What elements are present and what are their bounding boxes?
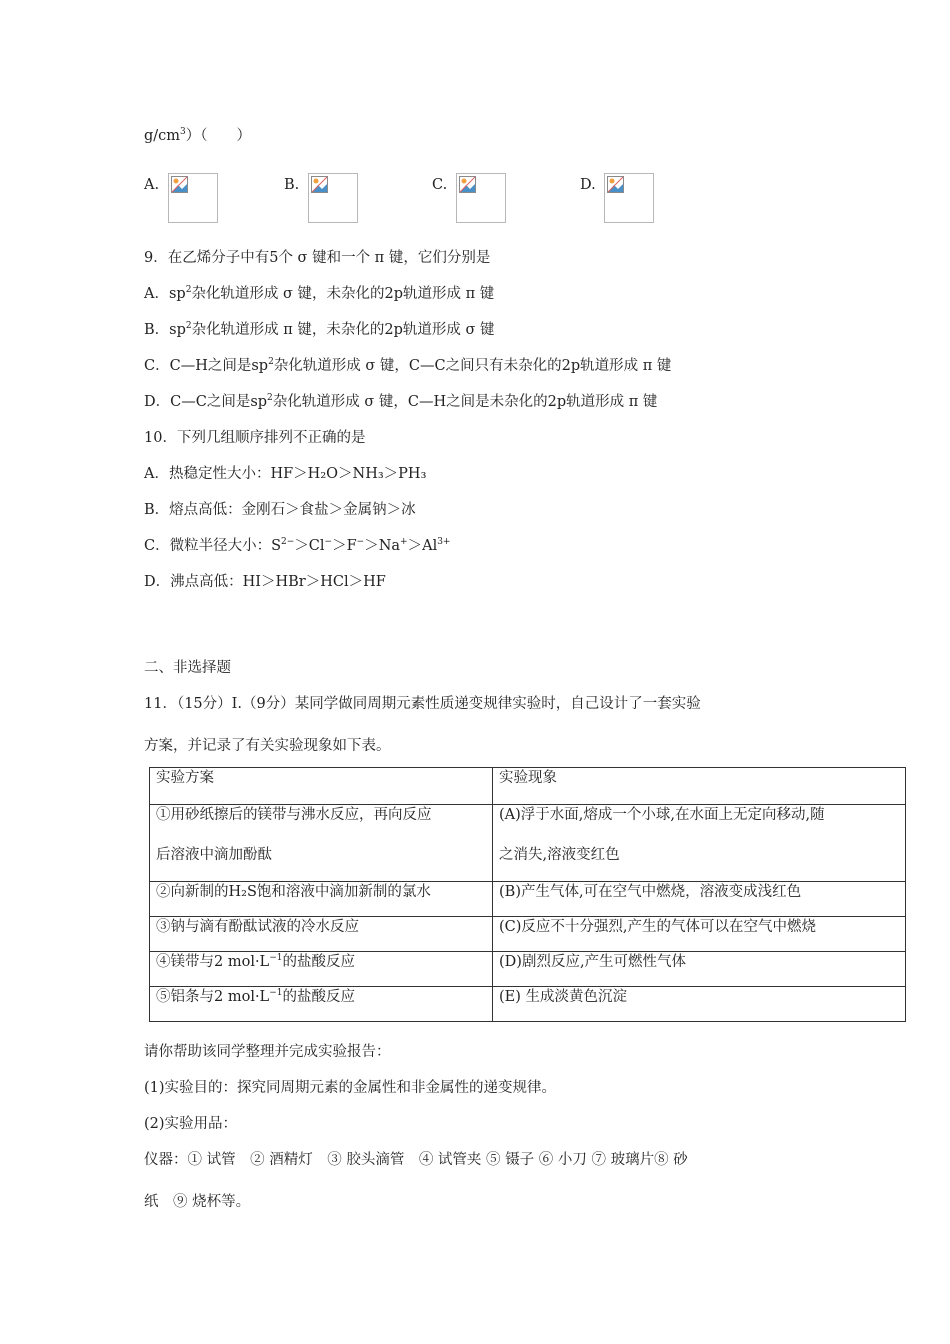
q10-option-c[interactable]: C．微粒半径大小：$S^{2-}>Cl^->F^->Na^+>Al^{3+}$	[144, 537, 451, 554]
q11-stem-line1: 11．（15分）I.（9分）某同学做同周期元素性质递变规律实验时，自己设计了一套实验	[144, 696, 701, 712]
broken-image-icon	[171, 176, 188, 193]
table-row	[150, 952, 906, 987]
q10-option-b[interactable]: B．熔点高低：金刚石＞食盐＞金属钠＞冰	[144, 502, 416, 518]
table-cell: ④镁带与2 $mol\cdot L^{-1}$的盐酸反应	[150, 952, 493, 987]
table-header-cell: 实验现象	[493, 768, 906, 805]
table-cell: ②向新制的H₂S饱和溶液中滴加新制的氯水	[150, 882, 493, 917]
table-cell: (B)产生气体,可在空气中燃烧，溶液变成浅红色	[493, 882, 906, 917]
table-cell: (D)剧烈反应,产生可燃性气体	[493, 952, 906, 987]
q9-stem: 9．在乙烯分子中有5个 σ 键和一个 π 键，它们分别是	[144, 250, 491, 266]
option-b-image	[308, 173, 358, 223]
broken-image-icon	[459, 176, 476, 193]
q8-unit-line: $g/cm^3$）（ ）	[144, 127, 252, 144]
q11-instruments-line2: 纸 ⑨ 烧杯等。	[144, 1194, 251, 1210]
q10-option-a[interactable]: A．热稳定性大小：HF＞H₂O＞NH₃＞PH₃	[144, 466, 427, 482]
q9-option-d[interactable]: D．C—C之间是$sp^2$杂化轨道形成 σ 键，C—H之间是未杂化的2p轨道形成 π 键	[144, 393, 658, 410]
table-header-cell: 实验方案	[150, 768, 493, 805]
q10-option-d[interactable]: D．沸点高低：HI＞HBr＞HCl＞HF	[144, 574, 386, 590]
experiment-table	[149, 767, 906, 1022]
q9-option-b[interactable]: B．$sp^2$杂化轨道形成 π 键，未杂化的2p轨道形成 σ 键	[144, 321, 495, 338]
broken-image-icon	[311, 176, 328, 193]
table-cell: ③钠与滴有酚酞试液的冷水反应	[150, 917, 493, 952]
table-row	[150, 805, 906, 882]
table-cell: (C)反应不十分强烈,产生的气体可以在空气中燃烧	[493, 917, 906, 952]
broken-image-icon	[607, 176, 624, 193]
table-header-row	[150, 768, 906, 805]
option-d-image	[604, 173, 654, 223]
q9-option-a[interactable]: A．$sp^2$杂化轨道形成 σ 键，未杂化的2p轨道形成 π 键	[144, 285, 495, 302]
q11-after-text-3: (2)实验用品：	[144, 1116, 238, 1132]
q9-option-c[interactable]: C．C—H之间是$sp^2$杂化轨道形成 σ 键，C—C之间只有未杂化的2p轨道形成 π 键	[144, 357, 672, 374]
q11-after-text-2: (1)实验目的：探究同周期元素的金属性和非金属性的递变规律。	[144, 1080, 557, 1096]
q10-stem: 10．下列几组顺序排列不正确的是	[144, 430, 366, 446]
q11-instruments-line1: 仪器：① 试管 ② 酒精灯 ③ 胶头滴管 ④ 试管夹 ⑤ 镊子 ⑥ 小刀 ⑦ 玻璃片⑧ 砂	[144, 1152, 688, 1168]
section-heading: 二、非选择题	[144, 660, 231, 676]
table-row	[150, 882, 906, 917]
table-row	[150, 987, 906, 1022]
option-c-image	[456, 173, 506, 223]
table-cell: ⑤铝条与2 $mol\cdot L^{-1}$的盐酸反应	[150, 987, 493, 1022]
table-cell: ①用砂纸擦后的镁带与沸水反应，再向反应 后溶液中滴加酚酞	[150, 805, 493, 882]
q11-after-text-1: 请你帮助该同学整理并完成实验报告：	[144, 1044, 391, 1060]
table-cell: (A)浮于水面,熔成一个小球,在水面上无定向移动,随 之消失,溶液变红色	[493, 805, 906, 882]
option-a-image	[168, 173, 218, 223]
table-cell: (E) 生成淡黄色沉淀	[493, 987, 906, 1022]
q11-stem-line2: 方案，并记录了有关实验现象如下表。	[144, 738, 391, 754]
table-row	[150, 917, 906, 952]
